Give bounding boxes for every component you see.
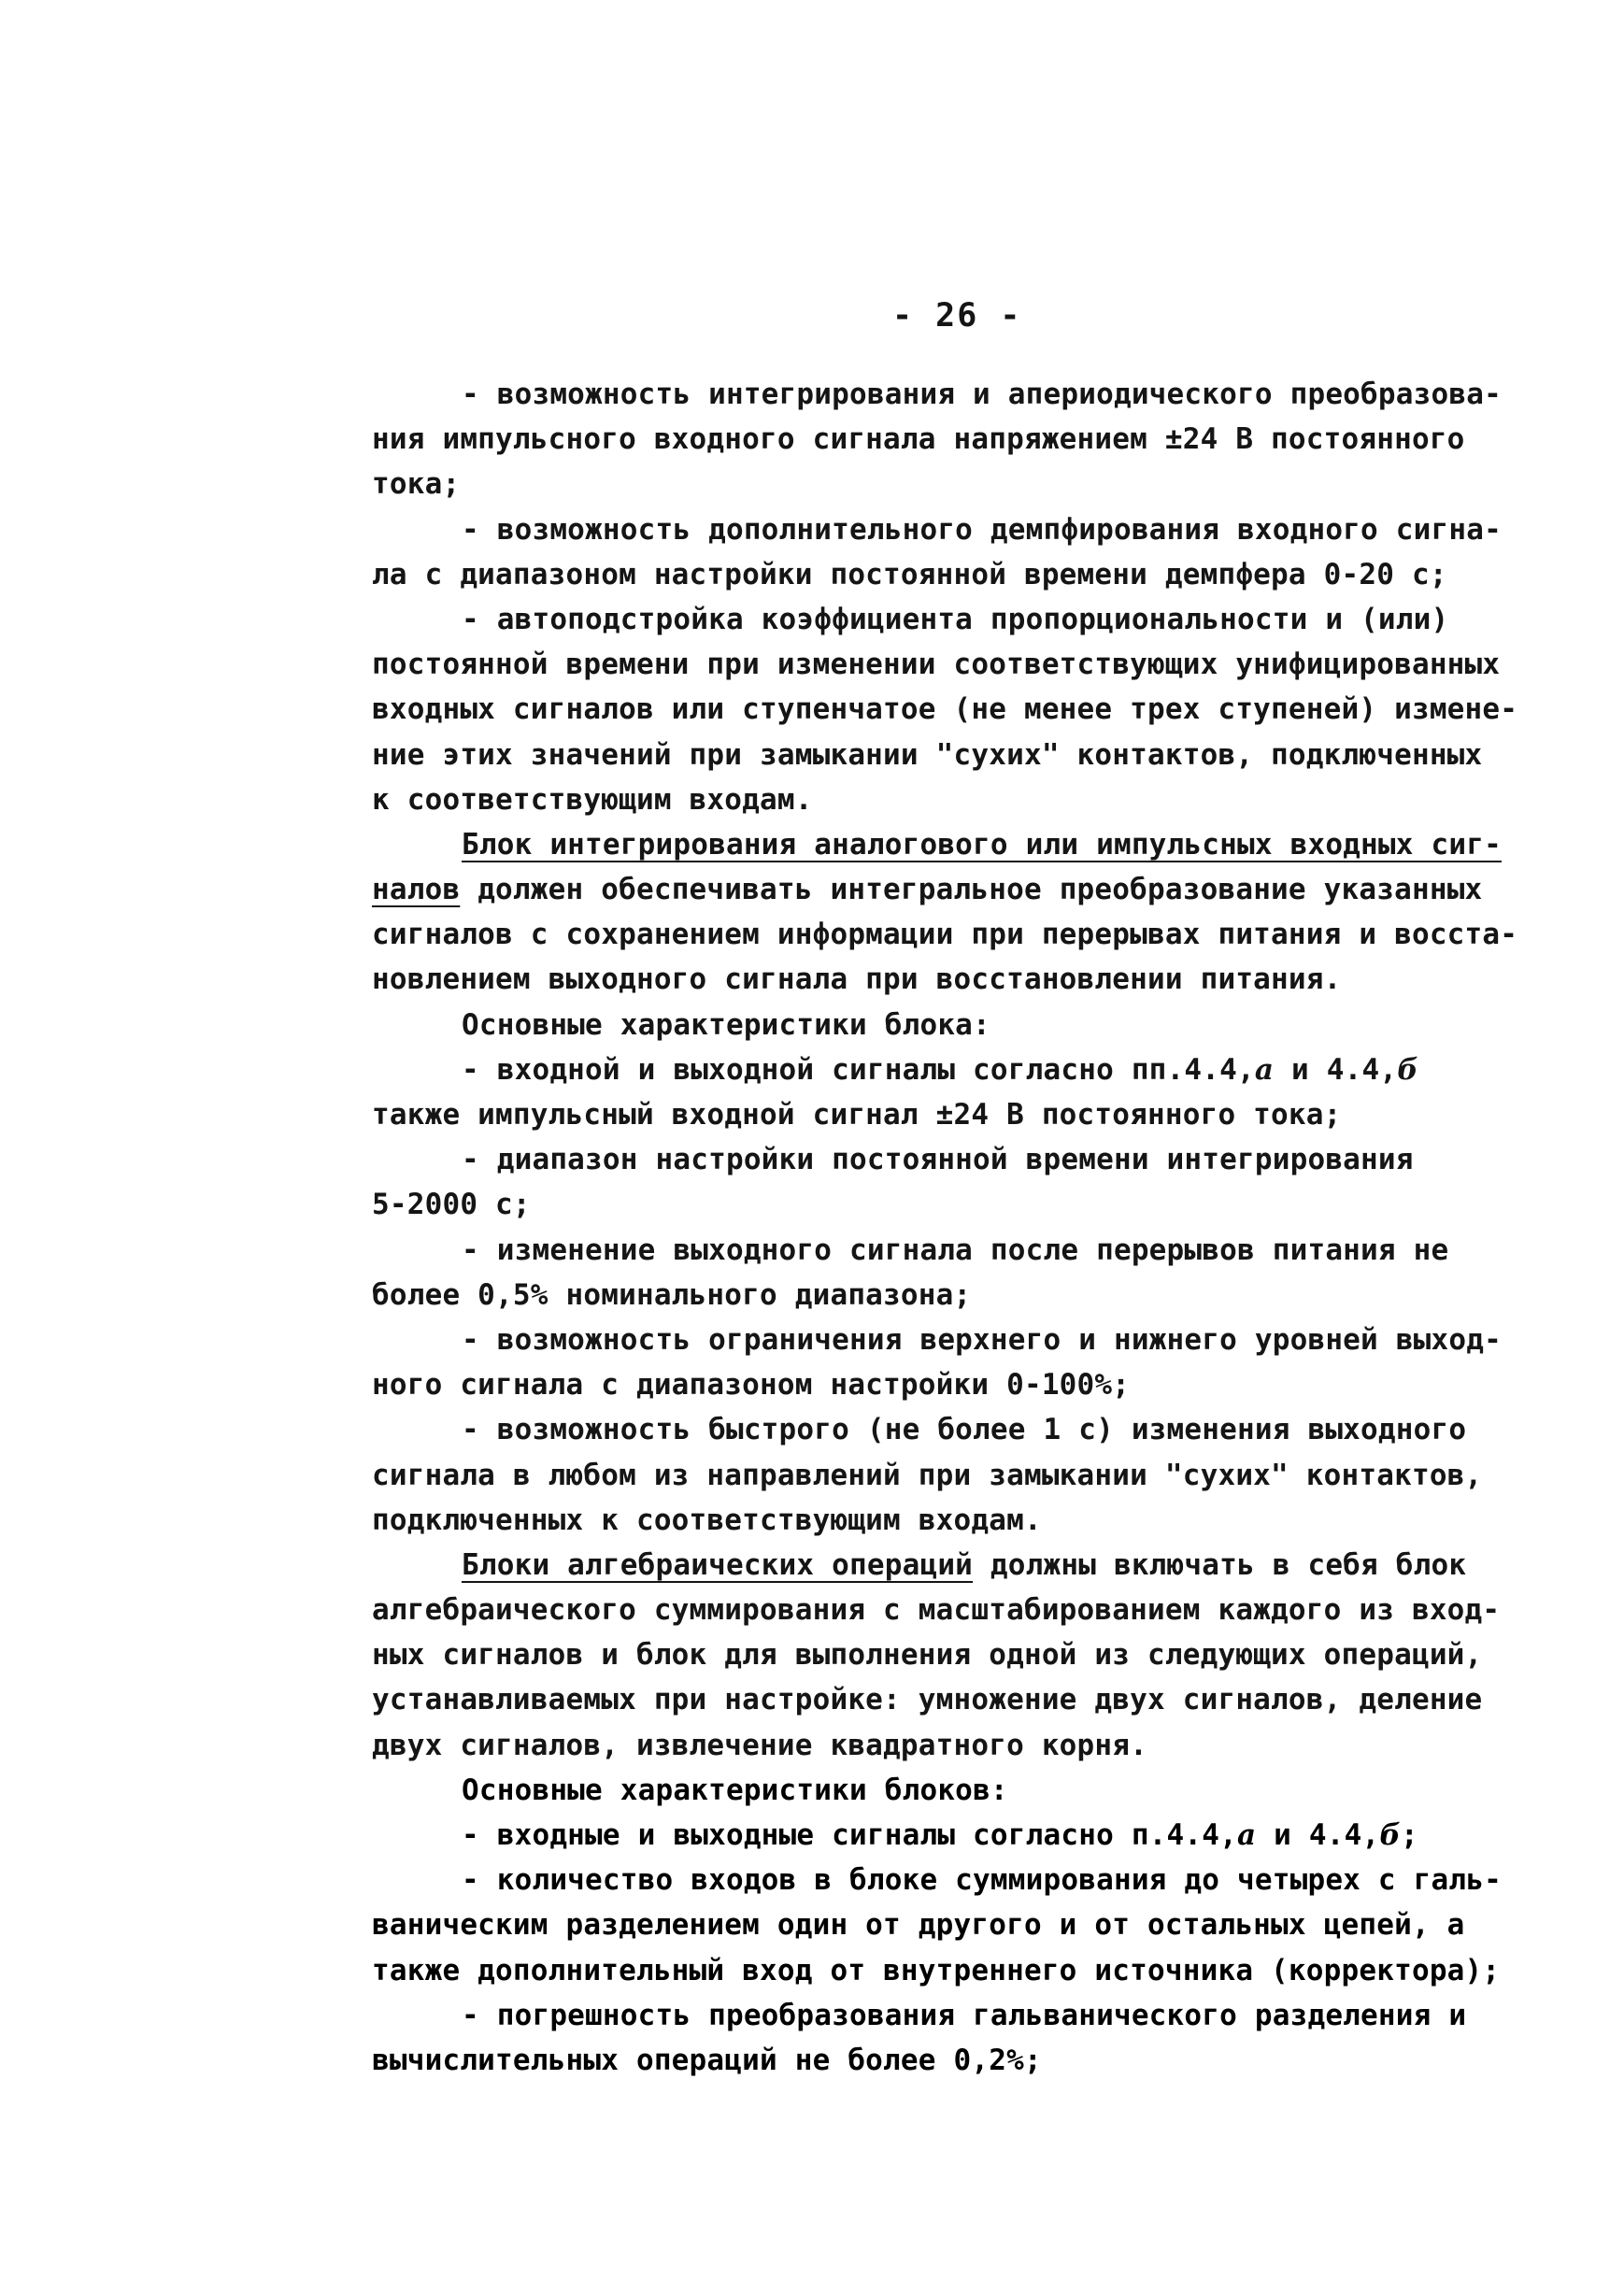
text-fragment: должны включать в себя блок bbox=[973, 1547, 1467, 1582]
text-line: ния импульсного входного сигнала напряжением ±24 В постоянного bbox=[372, 422, 1465, 457]
page-number: - 26 - bbox=[892, 297, 1022, 335]
text-line: - возможность интегрирования и апериодического преобразова- bbox=[462, 377, 1502, 411]
text-line: постоянной времени при изменении соответствующих унифицированных bbox=[372, 648, 1501, 682]
text-line: - возможность дополнительного демпфирования входного сигна- bbox=[462, 512, 1502, 547]
text-line: 5-2000 с; bbox=[372, 1188, 531, 1222]
text-line: Основные характеристики блока: bbox=[462, 1007, 990, 1042]
text-line: ваническим разделением один от другого и от остальных цепей, а bbox=[372, 1908, 1465, 1943]
subitem-letter-a: а bbox=[1254, 1052, 1275, 1087]
document-body bbox=[372, 372, 1549, 2083]
text-fragment: и 4.4, bbox=[1274, 1052, 1398, 1087]
subitem-letter-b: б bbox=[1397, 1052, 1418, 1087]
section-heading-integration-block: Блок интегрирования аналогового или импульсных входных сиг- bbox=[462, 827, 1502, 862]
text-line: - возможность ограничения верхнего и нижнего уровней выход- bbox=[462, 1322, 1502, 1357]
text-line: сигнала в любом из направлений при замыкании "сухих" контактов, bbox=[372, 1458, 1483, 1492]
text-line: ного сигнала с диапазоном настройки 0-100%; bbox=[372, 1368, 1131, 1403]
text-line: - автоподстройка коэффициента пропорциональности и (или) bbox=[462, 602, 1449, 636]
text-line bbox=[372, 1543, 1549, 1588]
text-fragment: - входной и выходной сигналы согласно пп.4.4, bbox=[462, 1052, 1255, 1087]
text-line bbox=[372, 1813, 1549, 1858]
text-line: алгебраического суммирования с масштабированием каждого из вход- bbox=[372, 1593, 1501, 1628]
text-line: сигналов с сохранением информации при перерывах питания и восста- bbox=[372, 918, 1518, 952]
text-line: ние этих значений при замыкании "сухих" контактов, подключенных bbox=[372, 737, 1483, 772]
text-line: - изменение выходного сигнала после перерывов питания не bbox=[462, 1232, 1449, 1267]
text-fragment: и 4.4, bbox=[1256, 1818, 1380, 1852]
text-line: к соответствующим входам. bbox=[372, 782, 813, 817]
subitem-letter-b: б bbox=[1379, 1818, 1401, 1852]
text-line: вычислительных операций не более 0,2%; bbox=[372, 2043, 1042, 2077]
text-fragment: должен обеспечивать интегральное преобразование указанных bbox=[460, 873, 1483, 907]
text-line: подключенных к соответствующим входам. bbox=[372, 1503, 1042, 1537]
section-heading-continuation: налов bbox=[372, 873, 461, 907]
text-line: - погрешность преобразования гальванического разделения и bbox=[462, 1998, 1467, 2032]
text-line: Основные характеристики блоков: bbox=[462, 1773, 1008, 1807]
text-line: более 0,5% номинального диапазона; bbox=[372, 1277, 972, 1312]
text-line: устанавливаемых при настройке: умножение двух сигналов, деление bbox=[372, 1683, 1483, 1717]
text-line: двух сигналов, извлечение квадратного корня. bbox=[372, 1728, 1147, 1762]
text-line: ла с диапазоном настройки постоянной времени демпфера 0-20 с; bbox=[372, 557, 1447, 591]
text-line: также импульсный входной сигнал ±24 В постоянного тока; bbox=[372, 1098, 1342, 1132]
text-line bbox=[372, 1047, 1549, 1092]
subitem-letter-a: а bbox=[1237, 1818, 1257, 1852]
text-fragment: ; bbox=[1400, 1818, 1418, 1852]
text-line: новлением выходного сигнала при восстановлении питания. bbox=[372, 962, 1342, 997]
text-line: входных сигналов или ступенчатое (не менее трех ступеней) измене- bbox=[372, 692, 1518, 727]
text-line: также дополнительный вход от внутреннего источника (корректора); bbox=[372, 1953, 1501, 1987]
text-line: - возможность быстрого (не более 1 с) изменения выходного bbox=[462, 1413, 1467, 1447]
text-line: - количество входов в блоке суммирования до четырех с галь- bbox=[462, 1863, 1502, 1898]
text-line bbox=[372, 867, 1549, 912]
text-fragment: - входные и выходные сигналы согласно п.4.4, bbox=[462, 1818, 1237, 1852]
text-line: тока; bbox=[372, 467, 461, 502]
text-line: ных сигналов и блок для выполнения одной из следующих операций, bbox=[372, 1638, 1483, 1673]
section-heading-algebraic-operations: Блоки алгебраических операций bbox=[462, 1547, 974, 1582]
text-line: - диапазон настройки постоянной времени интегрирования bbox=[462, 1143, 1414, 1177]
